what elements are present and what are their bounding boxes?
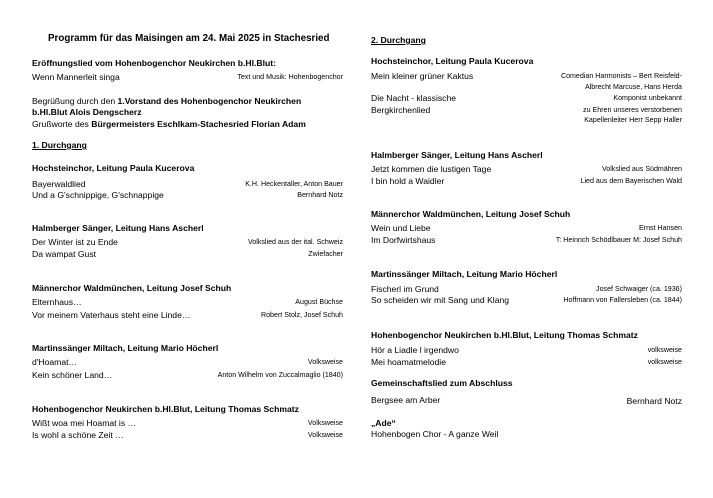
song-title: Elternhaus… — [32, 297, 82, 307]
song-credit-line: Comedian Harmonists – Bert Reisfeld- — [560, 72, 682, 80]
finale-song: Bergsee am Arber — [371, 395, 441, 405]
song-credit: Hoffmann von Fallersleben (ca. 1844) — [563, 296, 682, 304]
song-credit-line: Albrecht Marcuse, Hans Herda — [585, 83, 682, 91]
greeting-line-1-prefix: Begrüßung durch den — [32, 96, 118, 106]
song-title: I bin hold a Waidler — [371, 176, 445, 186]
group-heading: Männerchor Waldmünchen, Leitung Josef Schuh — [371, 209, 571, 219]
finale-heading: Gemeinschaftslied zum Abschluss — [371, 378, 513, 388]
song-title: Jetzt kommen die lustigen Tage — [371, 164, 492, 174]
song-title: Der Winter ist zu Ende — [32, 237, 118, 247]
song-credit: volksweise — [647, 346, 682, 354]
song-title: Vor meinem Vaterhaus steht eine Linde… — [32, 310, 191, 320]
greeting-line-1 — [32, 97, 301, 106]
song-credit-line: Kapellenleiter Herr Sepp Haller — [584, 116, 682, 124]
ade-text: Hohenbogen Chor - A ganze Weil — [371, 429, 499, 439]
group-heading: Halmberger Sänger, Leitung Hans Ascherl — [371, 150, 543, 160]
song-title: Fischerl im Grund — [371, 284, 439, 294]
song-title: Bayerwaldlied — [32, 179, 86, 189]
round-2-heading: 2. Durchgang — [371, 35, 426, 45]
song-credit: K.H. Heckentaller, Anton Bauer — [245, 180, 343, 188]
ade-heading: „Ade“ — [371, 418, 396, 428]
group-heading: Martinssänger Miltach, Leitung Mario Höcherl — [32, 343, 219, 353]
song-credit: Bernhard Notz — [297, 191, 343, 199]
song-credit: Volkslied aus Südmähren — [601, 165, 682, 173]
song-title: Bergkirchenlied — [371, 105, 431, 115]
song-credit-line: Komponist unbekannt — [613, 94, 682, 102]
group-heading: Hochsteinchor, Leitung Paula Kucerova — [32, 163, 195, 173]
song-title: Die Nacht - klassische — [371, 93, 457, 103]
group-heading: Hochsteinchor, Leitung Paula Kucerova — [371, 56, 534, 66]
song-title: Mein kleiner grüner Kaktus — [371, 71, 474, 81]
song-title: So scheiden wir mit Sang und Klang — [371, 295, 510, 305]
song-title: d'Hoamat… — [32, 357, 78, 367]
song-title: Wißt woa mei Hoamat is … — [32, 418, 137, 428]
song-credit: Ernst Hansen — [639, 224, 682, 232]
greeting-line-3 — [32, 120, 306, 129]
greeting-line-1-bold: 1.Vorstand des Hohenbogenchor Neukirchen — [117, 96, 302, 106]
song-title: Da wampat Gust — [32, 249, 96, 259]
song-credit: Volksweise — [307, 431, 343, 439]
song-credit: Lied aus dem Bayerischen Wald — [580, 177, 682, 185]
song-credit: Volksweise — [307, 419, 343, 427]
finale-credit: Bernhard Notz — [626, 396, 682, 406]
song-title: Is wohl a schöne Zeit … — [32, 430, 124, 440]
song-credit: T: Heinrich Schödlbauer M: Josef Schuh — [555, 236, 682, 244]
group-heading: Männerchor Waldmünchen, Leitung Josef Schuh — [32, 283, 232, 293]
group-heading: Martinssänger Miltach, Leitung Mario Höcherl — [371, 269, 558, 279]
song-credit: Zwiefacher — [308, 250, 343, 258]
song-title: Wein und Liebe — [371, 223, 431, 233]
song-title: Und a G'schnippige, G'schnappige — [32, 190, 164, 200]
greeting-line-3-bold: Bürgermeisters Eschlkam-Stachesried Florian Adam — [91, 119, 306, 129]
song-title: Im Dorfwirtshaus — [371, 235, 436, 245]
song-title: Mei hoamatmelodie — [371, 357, 446, 367]
song-credit-line: zu Ehren unseres verstorbenen — [583, 106, 682, 114]
song-credit: Robert Stolz, Josef Schuh — [260, 311, 343, 319]
program-title: Programm für das Maisingen am 24. Mai 2025 in Stachesried — [48, 33, 330, 44]
round-1-heading: 1. Durchgang — [32, 140, 87, 150]
song-credit: Josef Schwaiger (ca. 1936) — [596, 285, 682, 293]
group-heading: Hohenbogenchor Neukirchen b.Hl.Blut, Leitung Thomas Schmatz — [32, 404, 299, 414]
song-credit: August Büchse — [295, 298, 343, 306]
song-credit: Volkslied aus der ital. Schweiz — [247, 238, 343, 246]
song-title: Kein schöner Land… — [32, 370, 113, 380]
song-credit: Anton Wilhelm von Zuccalmaglio (1840) — [217, 371, 343, 379]
song-title: Hör a Liadle l irgendwo — [371, 345, 459, 355]
group-heading: Halmberger Sänger, Leitung Hans Ascherl — [32, 223, 204, 233]
greeting-line-3-prefix: Grußworte des — [32, 119, 92, 129]
group-heading: Hohenbogenchor Neukirchen b.Hl.Blut, Leitung Thomas Schmatz — [371, 330, 638, 340]
opening-song: Wenn Mannerleit singa — [32, 72, 120, 82]
song-credit: volksweise — [647, 358, 682, 366]
opening-heading: Eröffnungslied vom Hohenbogenchor Neukirchen b.Hl.Blut: — [32, 58, 276, 68]
song-credit: Volksweise — [307, 358, 343, 366]
opening-credit: Text und Musik: Hohenbogenchor — [237, 73, 343, 81]
greeting-line-2: b.Hl.Blut Alois Dengscherz — [32, 107, 142, 117]
